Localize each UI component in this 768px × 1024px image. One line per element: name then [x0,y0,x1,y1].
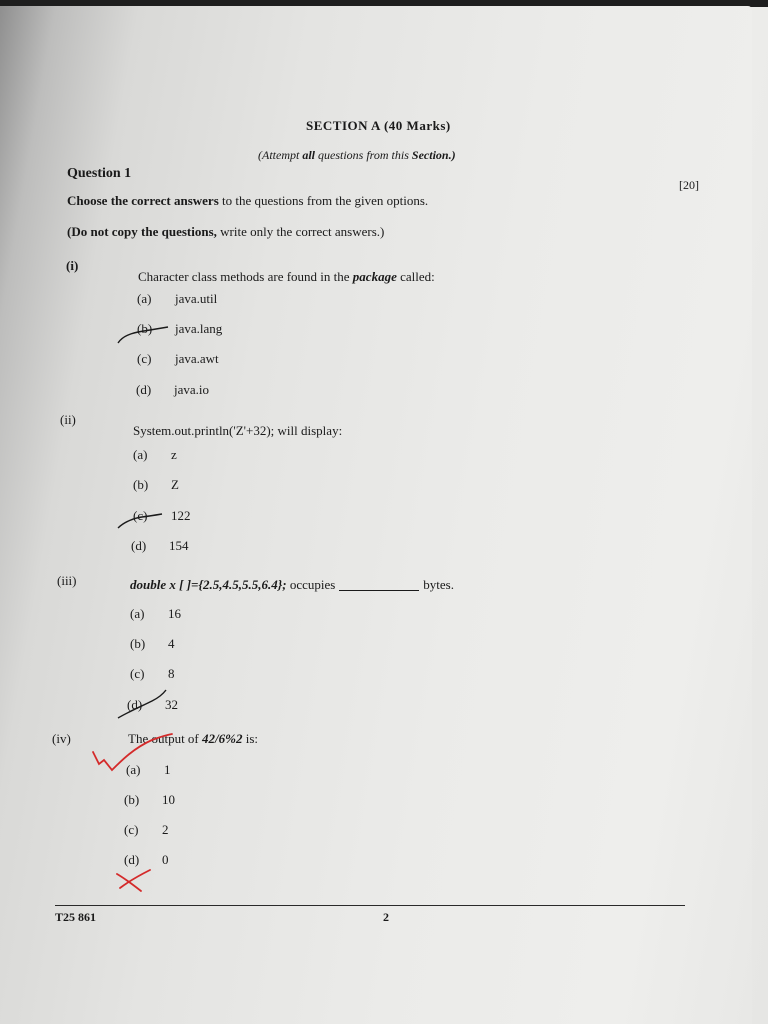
item-text-after: is: [245,731,259,746]
instruction-1-lead: Choose the correct answers [67,193,219,208]
option-label: (d) [127,697,143,712]
item-text [128,731,258,747]
subtitle-prefix: (Attempt [258,148,300,162]
instruction-2-lead: (Do not copy the questions, [67,224,217,239]
instruction-2 [67,224,384,240]
item-number: (ii) [60,412,76,427]
option-value: 4 [168,636,175,651]
option-label: (b) [130,636,146,651]
option-value: java.util [175,291,218,306]
option-value: 10 [162,792,175,807]
item-number: (iii) [57,573,77,588]
option-label: (c) [124,822,139,837]
item-text-mid: occupies [289,577,336,592]
option-label: (a) [130,606,145,621]
subtitle-rest: questions from this [318,148,409,162]
option [130,636,175,652]
option-label: (a) [137,291,152,306]
option-value: java.awt [175,351,219,366]
option-label: (d) [131,538,147,553]
option-label: (c) [130,666,145,681]
item-code: 42/6%2 [202,731,243,746]
option-label: (b) [124,792,140,807]
answer-blank [339,590,419,591]
item-code: double x [ ]={2.5,4.5,5.5,6.4}; [130,577,287,592]
subtitle-bold: all [302,148,315,162]
option [124,852,169,868]
option [127,697,178,713]
instruction-1 [67,193,428,209]
option-label: (c) [137,351,152,366]
option-value: 1 [164,762,171,777]
item-number: (i) [66,258,79,273]
item-text: System.out.println('Z'+32); will display: [133,423,343,438]
option-label: (a) [133,447,148,462]
instruction-1-rest: to the questions from the given options. [222,193,429,208]
section-title: SECTION A (40 Marks) [306,118,451,133]
option-value: java.io [174,382,210,397]
option-label: (b) [133,477,149,492]
item-text-after: bytes. [423,577,454,592]
footer-rule [55,905,685,906]
item-text-emph: package [352,269,397,284]
option-label: (d) [124,852,140,867]
option [130,606,181,622]
option [131,538,189,554]
option-value: 2 [162,822,169,837]
item-text-after: called: [400,269,435,284]
option-value: java.lang [175,321,223,336]
item-number: (iv) [52,731,71,746]
option-value: 122 [171,508,191,523]
instruction-2-rest: write only the correct answers.) [220,224,385,239]
option-label: (a) [126,762,141,777]
option [124,822,169,838]
option [133,447,177,463]
option-label: (b) [137,321,153,336]
item-text-before: The output of [128,731,199,746]
option [124,792,175,808]
option-value: Z [171,477,179,492]
option-value: 154 [169,538,189,553]
option [130,666,175,682]
option-value: z [171,447,177,462]
item-text [130,577,454,593]
option-value: 8 [168,666,175,681]
option [133,477,179,493]
question-title: Question 1 [67,166,132,181]
option [137,291,217,307]
option-value: 0 [162,852,169,867]
section-subtitle [258,148,456,163]
subtitle-end: Section.) [411,148,456,162]
option-label: (c) [133,508,148,523]
option [137,321,222,337]
option [133,508,191,524]
option-value: 16 [168,606,181,621]
option [136,382,209,398]
option-label: (d) [136,382,152,397]
option-value: 32 [165,697,178,712]
footer-code: T25 861 [55,910,97,924]
item-text [138,269,435,285]
footer-page-number: 2 [383,910,389,924]
option [126,762,171,778]
option [137,351,219,367]
item-text-before: Character class methods are found in the [138,269,350,284]
question-marks: [20] [679,178,699,192]
